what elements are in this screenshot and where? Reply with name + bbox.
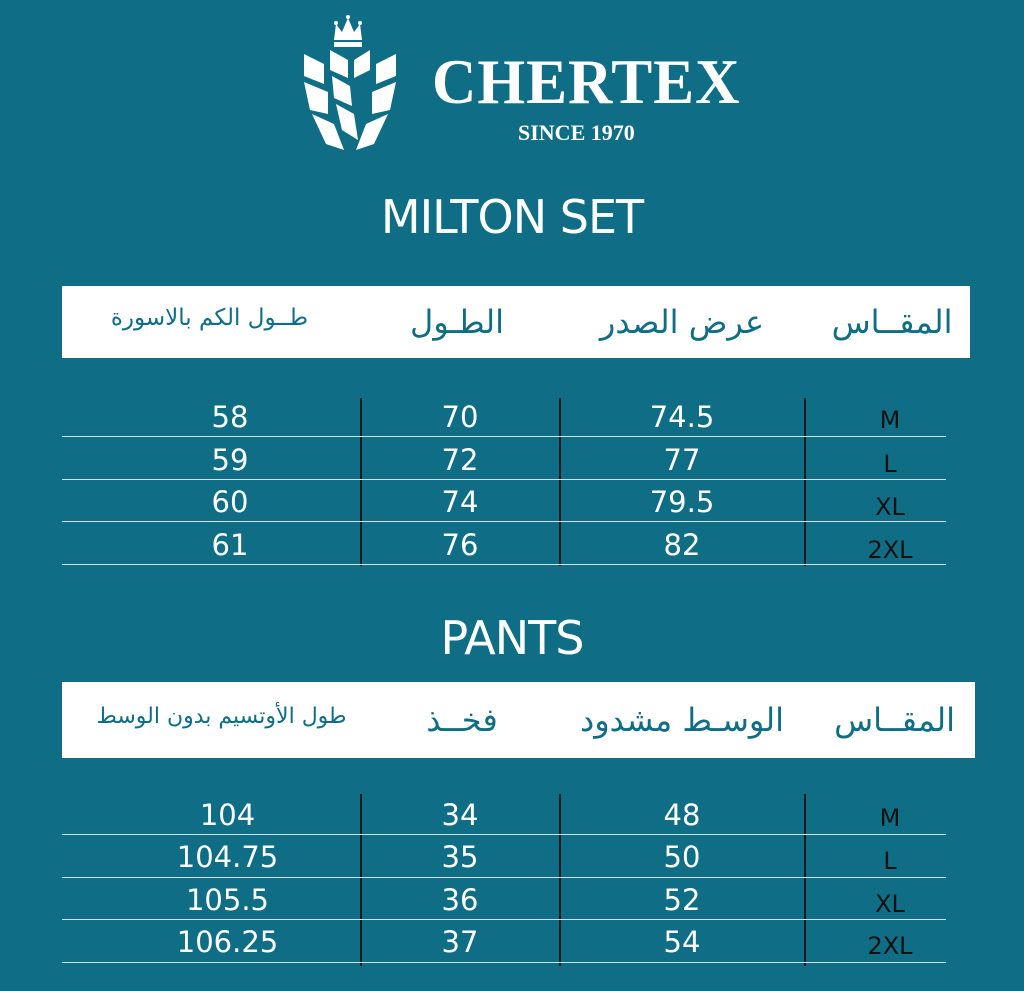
milton-length-cell: 72 [441, 443, 479, 477]
row-separator [62, 479, 946, 480]
header-size: المقــاس [831, 303, 953, 341]
milton-length-cell: 74 [441, 485, 479, 519]
header-chest-width: عرض الصدر [599, 303, 765, 341]
brand-since: SINCE 1970 [518, 120, 635, 145]
milton-set-title: MILTON SET [380, 190, 644, 244]
header-thigh: فخــذ [426, 701, 498, 739]
row-separator [62, 962, 946, 963]
brand-name: CHERTEX [432, 46, 741, 117]
header-length: الطـول [409, 303, 505, 341]
milton-sleeve-cell: 59 [211, 443, 249, 477]
row-separator [62, 919, 946, 920]
milton-sleeve-cell: 60 [211, 485, 249, 519]
column-divider [804, 398, 806, 566]
milton-sleeve-cell: 58 [211, 400, 249, 434]
pants-inseam-cell: 105.5 [185, 883, 270, 917]
column-divider [360, 398, 362, 566]
milton-size-cell: M [879, 406, 901, 434]
pants-size-cell: L [883, 847, 897, 875]
milton-chest-cell: 77 [663, 443, 701, 477]
milton-size-cell: 2XL [867, 536, 913, 564]
header-inseam: طول الأوتسيم بدون الوسط [96, 703, 347, 729]
column-divider [804, 794, 806, 966]
milton-chest-cell: 79.5 [649, 485, 715, 519]
pants-thigh-cell: 34 [441, 798, 479, 832]
pants-size-cell: M [879, 804, 901, 832]
pants-thigh-cell: 36 [441, 883, 479, 917]
pants-inseam-cell: 104.75 [176, 840, 279, 874]
milton-size-cell: L [883, 450, 897, 478]
milton-sleeve-cell: 61 [211, 528, 249, 562]
pants-size-cell: XL [875, 890, 905, 918]
pants-thigh-cell: 37 [441, 925, 479, 959]
row-separator [62, 834, 946, 835]
chertex-crest-logo-icon [300, 14, 400, 156]
milton-size-cell: XL [875, 493, 905, 521]
pants-header [62, 682, 975, 758]
milton-length-cell: 76 [441, 528, 479, 562]
header-size: المقــاس [834, 701, 955, 739]
pants-waist-cell: 50 [663, 840, 701, 874]
pants-thigh-cell: 35 [441, 840, 479, 874]
pants-inseam-cell: 106.25 [176, 925, 279, 959]
milton-chest-cell: 74.5 [649, 400, 715, 434]
row-separator [62, 877, 946, 878]
column-divider [360, 794, 362, 966]
header-waist-stretched: الوسـط مشدود [579, 701, 785, 739]
pants-waist-cell: 54 [663, 925, 701, 959]
milton-length-cell: 70 [441, 400, 479, 434]
pants-inseam-cell: 104 [199, 798, 256, 832]
milton-set-header [62, 286, 970, 358]
pants-title: PANTS [440, 611, 584, 665]
milton-chest-cell: 82 [663, 528, 701, 562]
row-separator [62, 521, 946, 522]
pants-waist-cell: 48 [663, 798, 701, 832]
column-divider [559, 794, 561, 966]
column-divider [559, 398, 561, 566]
pants-size-cell: 2XL [867, 932, 913, 960]
pants-waist-cell: 52 [663, 883, 701, 917]
row-separator [62, 564, 946, 565]
header-sleeve-length: طــول الكم بالاسورة [110, 305, 309, 331]
row-separator [62, 436, 946, 437]
